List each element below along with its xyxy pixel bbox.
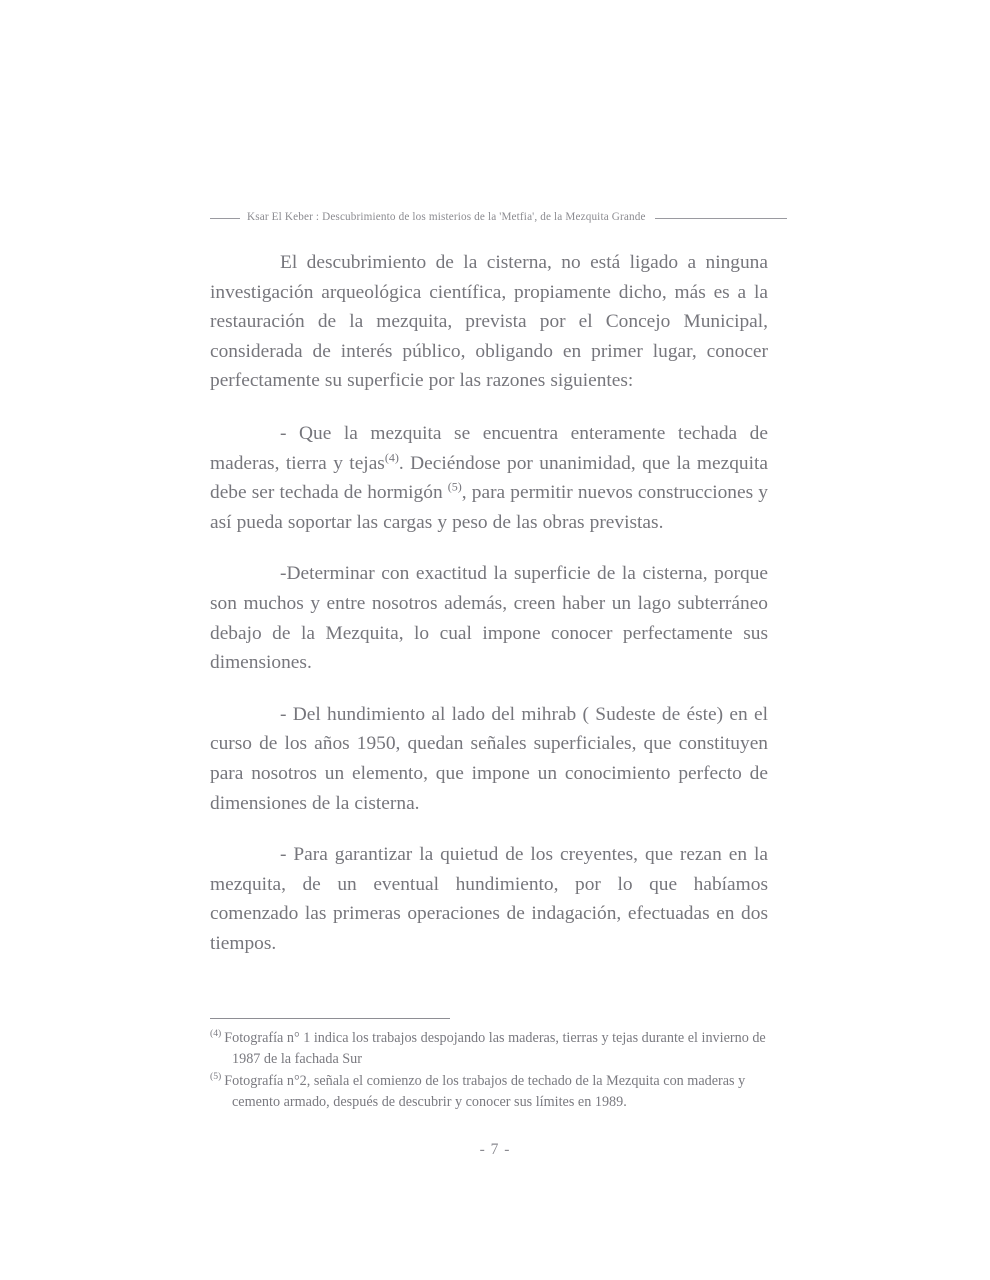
paragraph-2 <box>210 419 768 537</box>
body-text-block <box>210 248 768 958</box>
footnote-4-text: Fotografía n° 1 indica los trabajos despojando las maderas, tierras y tejas durante el invierno de 1987 de la fachada Sur <box>224 1030 766 1067</box>
footnote-4-marker: (4) <box>210 1028 222 1040</box>
paragraph-5: - Para garantizar la quietud de los creyentes, que rezan en la mezquita, de un eventual hundimiento, por lo que habíamos comenzado las primeras operaciones de indagación, efectuadas en dos tiempos. <box>210 844 768 954</box>
page-number: - 7 - <box>479 1141 511 1158</box>
header-rule-right <box>655 218 787 219</box>
footnote-separator-rule <box>210 1018 450 1019</box>
footnote-5 <box>210 1071 770 1112</box>
paragraph-1: El descubrimiento de la cisterna, no está ligado a ninguna investigación arqueológica científica, propiamente dicho, más es a la restauración de la mezquita, prevista por el Concejo Municipal, considerada de interés público, obligando en primer lugar, conocer perfectamente su superficie por las razones siguientes: <box>210 252 768 392</box>
running-header <box>210 208 782 228</box>
header-rule-left <box>210 218 240 219</box>
paragraph-2-segment-3: , para permitir nuevos construcciones y así pueda soportar las cargas y peso de las obras previstas. <box>210 482 768 533</box>
footnote-5-text: Fotografía n°2, señala el comienzo de los trabajos de techado de la Mezquita con maderas y cemento armado, después de descubrir y conocer sus límites en 1989. <box>224 1073 746 1110</box>
footnote-5-marker: (5) <box>210 1071 222 1083</box>
paragraph-2-segment-1: - Que la mezquita se encuentra enteramente techada de maderas, tierra y tejas <box>210 422 768 474</box>
footnote-marker-4: (4) <box>384 450 399 465</box>
paragraph-2-segment-2: . Deciéndose por unanimidad, que la mezquita debe ser techada de hormigón <box>210 452 768 504</box>
paragraph-4: - Del hundimiento al lado del mihrab ( Sudeste de éste) en el curso de los años 1950, quedan señales superficiales, que constituyen para nosotros un elemento, que impone un conocimiento perfecto de dimensiones de la cisterna. <box>210 703 768 814</box>
footnote-marker-5: (5) <box>447 479 462 494</box>
footnotes-section <box>210 1018 770 1114</box>
running-header-text: Ksar El Keber : Descubrimiento de los misterios de la 'Metfia', de la Mezquita Grande <box>247 211 646 224</box>
footnote-4 <box>210 1028 770 1069</box>
paragraph-3: -Determinar con exactitud la superficie de la cisterna, porque son muchos y entre nosotros además, creen haber un lago subterráneo debajo de la Mezquita, lo cual impone conocer perfectamente sus dimensiones. <box>210 563 768 674</box>
